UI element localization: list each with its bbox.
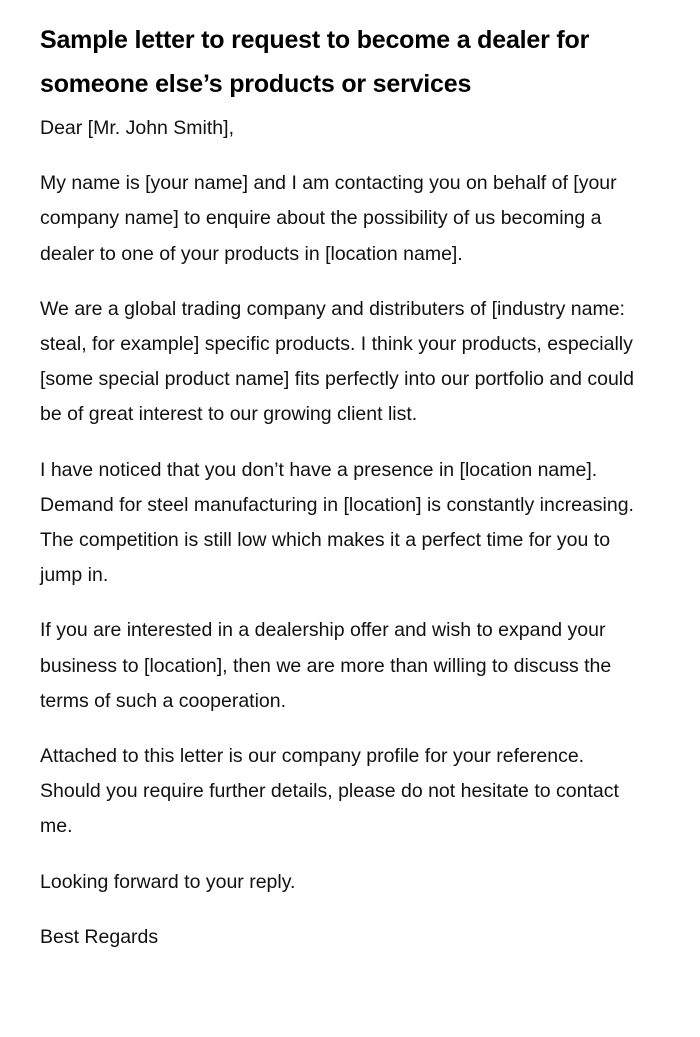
- salutation: Dear [Mr. John Smith],: [40, 117, 234, 139]
- paragraph-introduction: My name is [your name] and I am contacting you on behalf of [your company name] to enquire about the possibility of us becoming a dealer to one of your products in [location name].: [40, 172, 617, 265]
- letter-title: Sample letter to request to become a dealer for someone else’s products or services: [40, 26, 590, 98]
- closing: Best Regards: [40, 925, 159, 948]
- paragraph-market: I have noticed that you don’t have a presence in [location name]. Demand for steel manufacturing in [location] is constantly increasing. The competition is still low which makes it a perfect time for you to jump in.: [40, 458, 634, 587]
- paragraph-company: We are a global trading company and distributers of [industry name: steal, for example] specific products. I think your products, especially [some special product name] fits perfectly into our portfolio and could be of great interest to our growing client list.: [40, 297, 634, 426]
- paragraph-looking-forward: Looking forward to your reply.: [40, 870, 296, 893]
- paragraph-offer: If you are interested in a dealership offer and wish to expand your business to [location], then we are more than willing to discuss the terms of such a cooperation.: [40, 619, 612, 712]
- paragraph-attachment: Attached to this letter is our company profile for your reference. Should you require further details, please do not hesitate to contact me.: [40, 745, 619, 838]
- letter-document: [40, 18, 645, 955]
